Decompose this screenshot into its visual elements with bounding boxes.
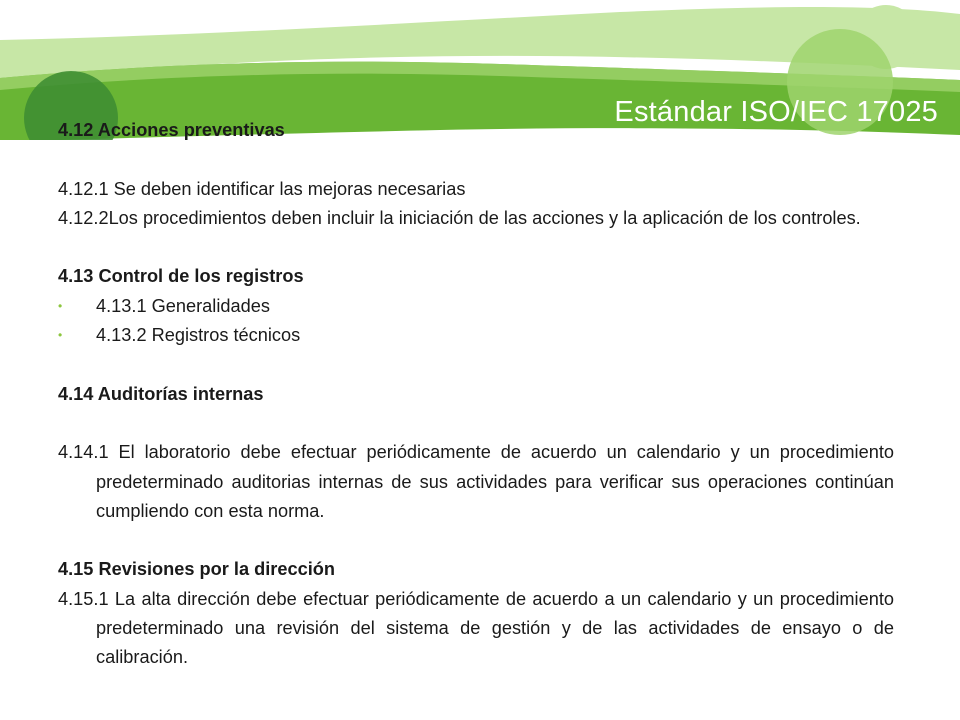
- spacer: [58, 233, 894, 262]
- section-heading-4-14: 4.14 Auditorías internas: [58, 383, 264, 404]
- slide-title: Estándar ISO/IEC 17025: [614, 96, 938, 128]
- paragraph-4-15-1: 4.15.1 La alta dirección debe efectuar periódicamente de acuerdo a un calendario y un procedimiento predeterminado una revisión del sistema de gestión y de las actividades de ensayo o de calibración.: [58, 588, 894, 668]
- spacer: [58, 145, 894, 174]
- slide-content: [58, 116, 894, 673]
- bullet-icon: •: [58, 328, 63, 343]
- list-item-text: 4.13.1 Generalidades: [96, 295, 270, 316]
- section-heading-4-13: 4.13 Control de los registros: [58, 266, 304, 287]
- spacer: [58, 350, 894, 379]
- bullet-icon: •: [58, 298, 63, 313]
- paragraph-4-12-1: 4.12.1 Se deben identificar las mejoras necesarias: [58, 178, 466, 199]
- section-heading-4-12: 4.12 Acciones preventivas: [58, 120, 285, 140]
- paragraph-4-12-2: 4.12.2Los procedimientos deben incluir la iniciación de las acciones y la aplicación de los controles.: [58, 207, 861, 228]
- list-item: [58, 292, 894, 321]
- paragraph-4-14-1: 4.14.1 El laboratorio debe efectuar periódicamente de acuerdo un calendario y un procedimiento predeterminado auditorias internas de sus actividades para verificar sus operaciones continúan cumpliendo con esta norma.: [58, 442, 894, 521]
- list-item-text: 4.13.2 Registros técnicos: [96, 325, 301, 346]
- spacer: [58, 409, 894, 438]
- list-item: [58, 321, 894, 350]
- spacer: [58, 526, 894, 555]
- section-heading-4-15: 4.15 Revisiones por la dirección: [58, 559, 335, 580]
